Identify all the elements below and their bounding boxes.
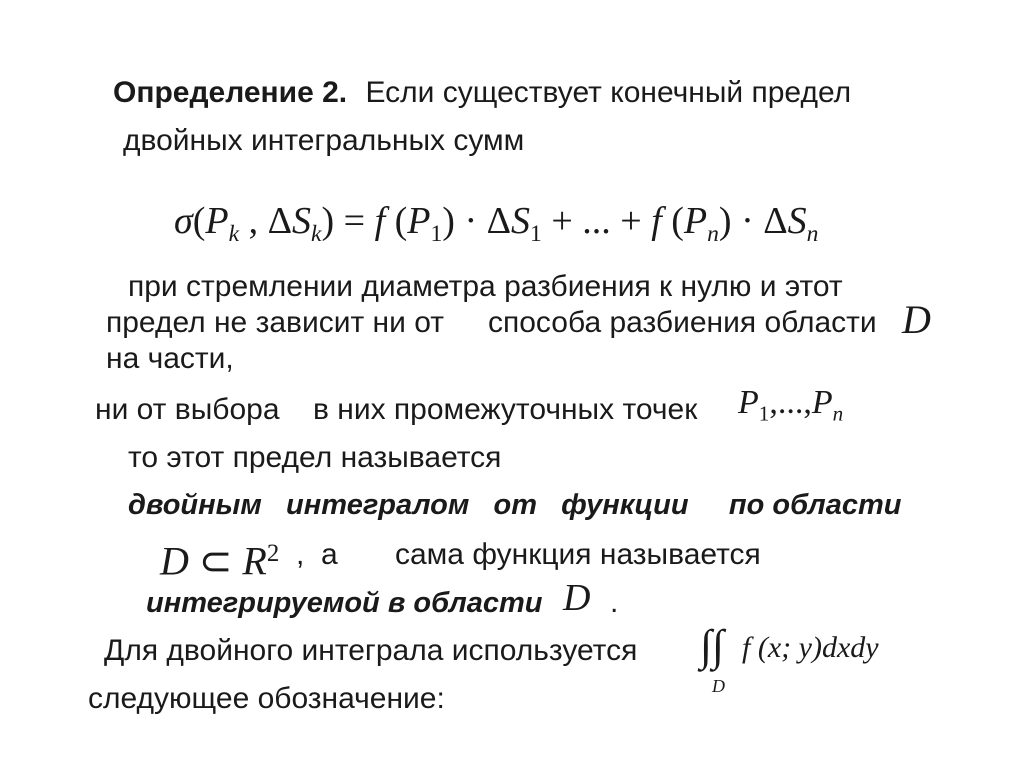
sub-1: 1 <box>430 221 443 248</box>
paren: ( <box>661 200 684 242</box>
delta-symbol: Δ <box>486 200 512 242</box>
paren: ) <box>442 200 455 242</box>
body-line-8a: , а <box>296 538 338 571</box>
sub-k: k <box>228 221 240 248</box>
body-line-4a: предел не зависит ни от <box>106 306 444 339</box>
body-line-7: то этот предел называется <box>128 441 502 474</box>
body-line-5: на части, <box>106 342 234 375</box>
integrand <box>742 630 879 666</box>
paren: ) <box>718 200 732 242</box>
real-space-r: R <box>242 538 267 584</box>
sub-1: 1 <box>530 221 542 248</box>
paren: ( <box>385 200 408 242</box>
ellipsis: ,..., <box>769 384 812 421</box>
body-line-10: Для двойного интеграла используется <box>104 634 638 667</box>
body-line-11: следующее обозначение: <box>88 682 445 715</box>
function-f: f <box>742 631 751 664</box>
region-d: D <box>902 297 931 342</box>
delta-symbol: Δ <box>267 200 293 242</box>
region-d: D <box>160 538 189 584</box>
sub-k: k <box>311 221 322 248</box>
sub-n: n <box>832 401 844 426</box>
integral-sum-formula <box>174 198 818 257</box>
function-f: f <box>651 200 662 242</box>
dot-operator: · <box>454 200 487 242</box>
point-p1: P <box>407 200 431 242</box>
set-inclusion <box>160 530 279 586</box>
dot-operator: · <box>731 200 764 242</box>
definition-line-2: двойных интегральных сумм <box>123 124 525 157</box>
body-line-6a: ни от выбора <box>95 393 280 426</box>
definition-line-1 <box>113 76 851 110</box>
definition-title: Определение 2. <box>113 76 348 109</box>
sub-1: 1 <box>758 401 770 426</box>
region-d: D <box>563 577 591 619</box>
sub-n: n <box>806 221 819 248</box>
sup-2: 2 <box>266 540 280 567</box>
subset-symbol: ⊂ <box>198 538 233 584</box>
point-pk: P <box>205 200 229 242</box>
function-f: f <box>374 200 386 242</box>
period: . <box>610 586 619 619</box>
integral-region-d: D <box>712 676 725 696</box>
body-line-3: при стремлении диаметра разбиения к нулю и этот <box>128 270 843 303</box>
sigma-symbol: σ <box>174 200 193 242</box>
point-pn: P <box>683 200 708 242</box>
body-line-4b: способа разбиения области <box>488 306 877 339</box>
area-sk: S <box>292 200 312 242</box>
point-p1: P <box>738 384 759 421</box>
term-double-integral: двойным интегралом от функции по области <box>128 489 902 521</box>
body-line-6b: в них промежуточных точек <box>313 393 698 426</box>
area-s1: S <box>511 200 531 242</box>
paren-equals: ) = <box>321 200 366 242</box>
term-integrable: интегрируемой в области <box>146 587 543 619</box>
ellipsis-sum: + ... + <box>541 200 652 242</box>
definition-text: Если существует конечный предел <box>365 76 852 109</box>
sub-n: n <box>707 221 719 248</box>
body-line-8b: сама функция называется <box>395 538 761 571</box>
area-sn: S <box>787 200 807 242</box>
integrand-args: (x; y)dxdy <box>750 631 879 664</box>
delta-symbol: Δ <box>763 200 788 242</box>
double-integral-sign: ∫∫ <box>700 621 725 670</box>
comma: , <box>239 200 268 242</box>
points-list <box>738 382 843 434</box>
point-pn: P <box>811 384 833 421</box>
paren: ( <box>192 200 206 242</box>
